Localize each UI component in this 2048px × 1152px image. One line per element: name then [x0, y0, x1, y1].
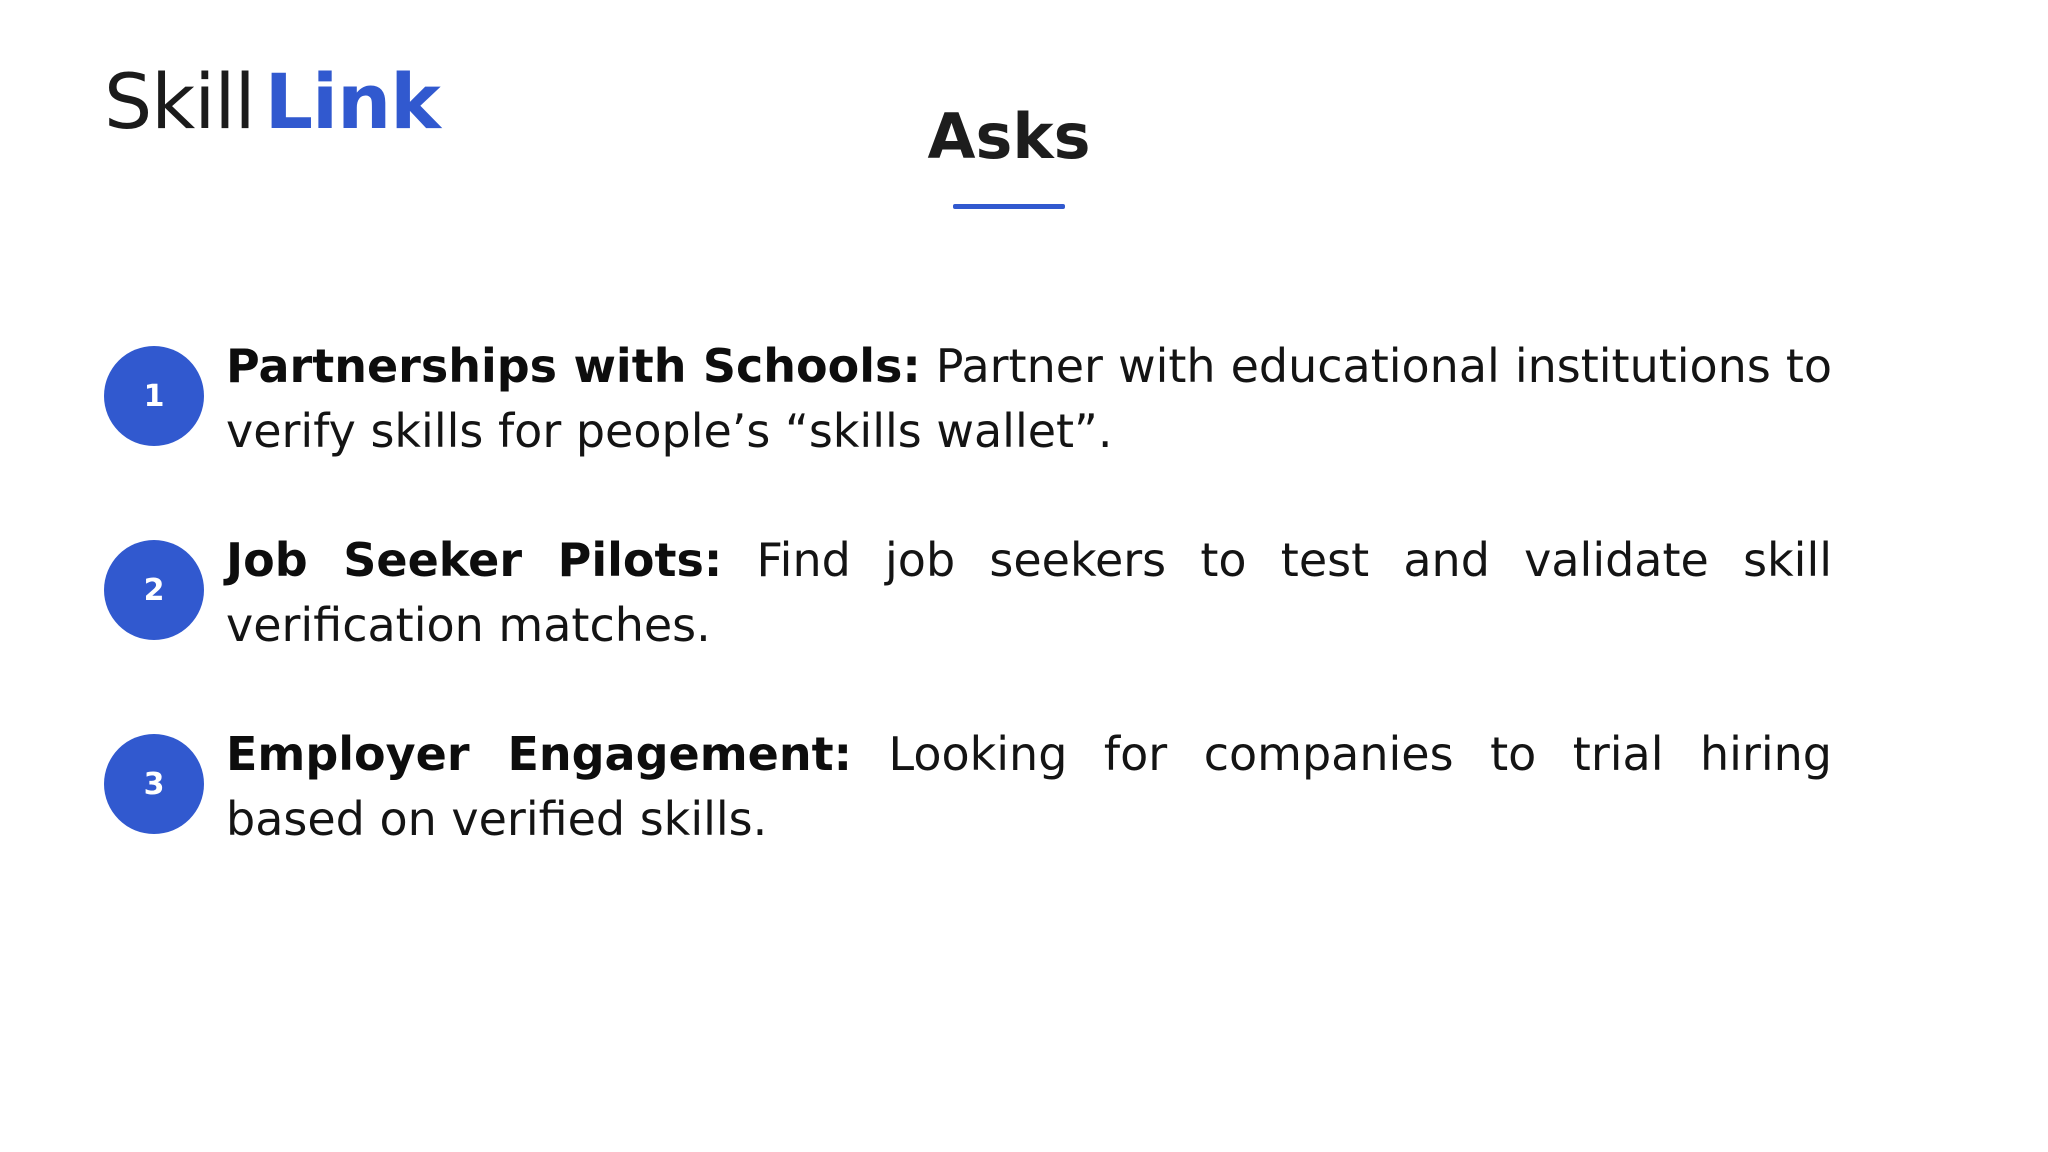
ask-item-3-body: Looking for companies to trial hiring based on verified skills.	[226, 727, 1832, 846]
ask-item-1-text	[226, 334, 1832, 464]
number-badge-1: 1	[104, 346, 204, 446]
ask-item-3-heading: Employer Engagement:	[226, 727, 852, 781]
number-badge-3: 3	[104, 734, 204, 834]
ask-item-2-body: Find job seekers to test and validate skill verification matches.	[226, 533, 1833, 652]
ask-item-1-body: Partner with educational institutions to verify skills for people’s “skills wallet”.	[226, 339, 1833, 458]
logo-skill-text: Skill	[104, 57, 255, 146]
ask-item-3-text	[226, 722, 1832, 852]
slide-title: Asks	[927, 100, 1091, 173]
number-badge-2: 2	[104, 540, 204, 640]
logo-link-text: Link	[264, 57, 440, 146]
title-underline	[953, 204, 1065, 209]
ask-item-1-heading: Partnerships with Schools:	[226, 339, 921, 393]
ask-item-2-heading: Job Seeker Pilots:	[226, 533, 723, 587]
ask-item-2-text	[226, 528, 1832, 658]
